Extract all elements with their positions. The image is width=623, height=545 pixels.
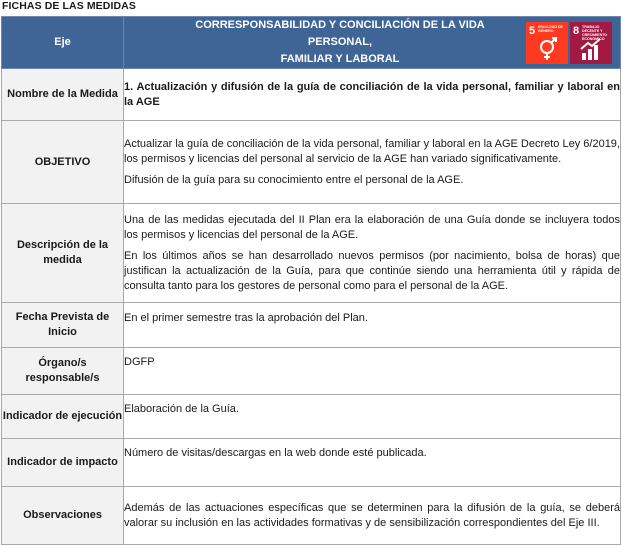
measure-sheet-table <box>1 16 621 545</box>
row-indicador-impacto <box>2 439 621 487</box>
indicador-ejecucion-value: Elaboración de la Guía. <box>124 395 621 439</box>
indicador-ejecucion-label: Indicador de ejecución <box>2 395 124 439</box>
observaciones-label: Observaciones <box>2 487 124 545</box>
objetivo-value <box>124 121 621 204</box>
fecha-value: En el primer semestre tras la aprobación del Plan. <box>124 303 621 348</box>
fecha-label: Fecha Prevista de Inicio <box>2 303 124 348</box>
descripcion-label: Descripción de la medida <box>2 204 124 303</box>
indicador-impacto-value: Número de visitas/descargas en la web donde esté publicada. <box>124 439 621 487</box>
axis-title <box>164 17 516 68</box>
axis-label: Eje <box>2 17 124 69</box>
objetivo-paragraph-1: Actualizar la guía de conciliación de la vida personal, familiar y laboral en la AGE Decreto Ley 6/2019, los permisos y licencias del personal al servicio de la AGE han variado significativamente. <box>124 137 620 165</box>
descripcion-paragraph-2: En los últimos años se han desarrollado nuevos permisos (por nacimiento, bolsa de horas) que justifican la actualización de la Guía, para que continúe siendo una herramienta útil y rápida de consulta tanto para los gestores de personal como para el personal de la AGE. <box>124 249 620 292</box>
objetivo-label: OBJETIVO <box>2 121 124 204</box>
sdg-8-economic-growth-icon: 8 TRABAJO DECENTE Y CRECIMIENTO ECONÓMICO <box>570 22 612 64</box>
row-observaciones <box>2 487 621 545</box>
sdg-5-gender-equality-icon: 5 IGUALDAD DE GÉNERO <box>526 22 568 64</box>
indicador-impacto-label: Indicador de impacto <box>2 439 124 487</box>
gender-equality-icon <box>535 37 559 61</box>
organo-label: Órgano/s responsable/s <box>2 348 124 395</box>
page-title: FICHAS DE LAS MEDIDAS <box>2 0 136 12</box>
axis-title-line2: FAMILIAR Y LABORAL <box>280 53 400 65</box>
row-descripcion <box>2 204 621 303</box>
axis-title-line1: CORRESPONSABILIDAD Y CONCILIACIÓN DE LA VIDA PERSONAL, <box>195 19 485 48</box>
row-indicador-ejecucion <box>2 395 621 439</box>
row-fecha <box>2 303 621 348</box>
objetivo-paragraph-2: Difusión de la guía para su conocimiento entre el personal de la AGE. <box>124 173 464 186</box>
nombre-label: Nombre de la Medida <box>2 69 124 121</box>
axis-title-cell <box>124 17 621 69</box>
row-organo <box>2 348 621 395</box>
sdg-icons <box>526 22 612 64</box>
observaciones-value: Además de las actuaciones específicas que se determinen para la difusión de la guía, se deberá valorar su inclusión en las actividades formativas y de sensibilización correspondientes del Eje III. <box>124 487 621 545</box>
nombre-value: 1. Actualización y difusión de la guía de conciliación de la vida personal, familiar y laboral en la AGE <box>124 69 621 121</box>
economic-growth-icon <box>579 37 603 61</box>
header-row <box>2 17 621 69</box>
descripcion-paragraph-1: Una de las medidas ejecutada del II Plan era la elaboración de una Guía donde se incluyera todos los permisos y licencias del personal de la AGE. <box>124 213 620 241</box>
row-objetivo <box>2 121 621 204</box>
descripcion-value <box>124 204 621 303</box>
row-nombre <box>2 69 621 121</box>
organo-value: DGFP <box>124 348 621 395</box>
